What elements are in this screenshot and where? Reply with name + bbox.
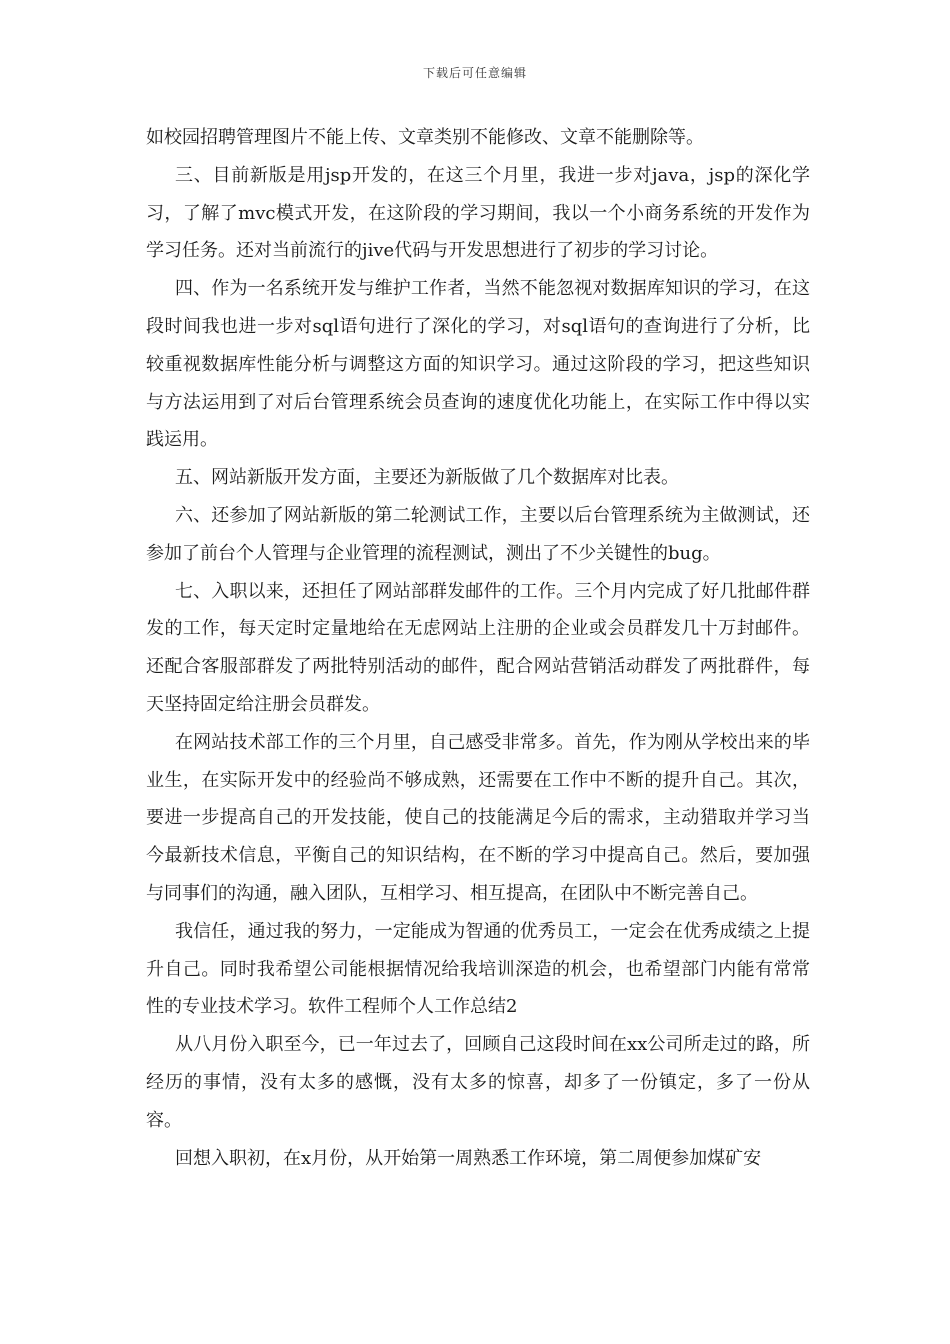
paragraph: 四、作为一名系统开发与维护工作者，当然不能忽视对数据库知识的学习，在这段时间我也进一步对sql语句进行了深化的学习，对sql语句的查询进行了分析，比较重视数据库性能分析与调整这方面的知识学习。通过这阶段的学习，把这些知识与方法运用到了对后台管理系统会员查询的速度优化功能上，在实际工作中得以实践运用。 xyxy=(146,278,810,451)
paragraph: 回想入职初，在x月份，从开始第一周熟悉工作环境，第二周便参加煤矿安 xyxy=(175,1147,762,1169)
paragraph: 五、网站新版开发方面，主要还为新版做了几个数据库对比表。 xyxy=(175,467,679,489)
paragraph: 我信任，通过我的努力，一定能成为智通的优秀员工，一定会在优秀成绩之上提升自己。同时我希望公司能根据情况给我培训深造的机会，也希望部门内能有常常性的专业技术学习。软件工程师个人工作总结2 xyxy=(146,920,810,1018)
paragraph: 从八月份入职至今，已一年过去了，回顾自己这段时间在xx公司所走过的路，所经历的事情，没有太多的感慨，没有太多的惊喜，却多了一份镇定，多了一份从容。 xyxy=(146,1034,810,1131)
paragraph: 在网站技术部工作的三个月里，自己感受非常多。首先，作为刚从学校出来的毕业生，在实际开发中的经验尚不够成熟，还需要在工作中不断的提升自己。其次，要进一步提高自己的开发技能，使自己的技能满足今后的需求，主动猎取并学习当今最新技术信息，平衡自己的知识结构，在不断的学习中提高自己。然后，要加强与同事们的沟通，融入团队，互相学习、相互提高，在团队中不断完善自己。 xyxy=(146,731,810,904)
paragraph: 七、入职以来，还担任了网站部群发邮件的工作。三个月内完成了好几批邮件群发的工作，每天定时定量地给在无虑网站上注册的企业或会员群发几十万封邮件。还配合客服部群发了两批特别活动的邮件，配合网站营销活动群发了两批群件，每天坚持固定给注册会员群发。 xyxy=(146,580,810,715)
paragraph: 六、还参加了网站新版的第二轮测试工作，主要以后台管理系统为主做测试，还参加了前台个人管理与企业管理的流程测试，测出了不少关键性的bug。 xyxy=(146,504,810,564)
paragraph: 三、目前新版是用jsp开发的，在这三个月里，我进一步对java，jsp的深化学习，了解了mvc模式开发，在这阶段的学习期间，我以一个小商务系统的开发作为学习任务。还对当前流行的jive代码与开发思想进行了初步的学习讨论。 xyxy=(146,164,810,262)
page-header: 下载后可任意编辑 xyxy=(422,66,527,80)
paragraph: 如校园招聘管理图片不能上传、文章类别不能修改、文章不能删除等。 xyxy=(146,127,704,148)
document-body xyxy=(146,119,810,1177)
